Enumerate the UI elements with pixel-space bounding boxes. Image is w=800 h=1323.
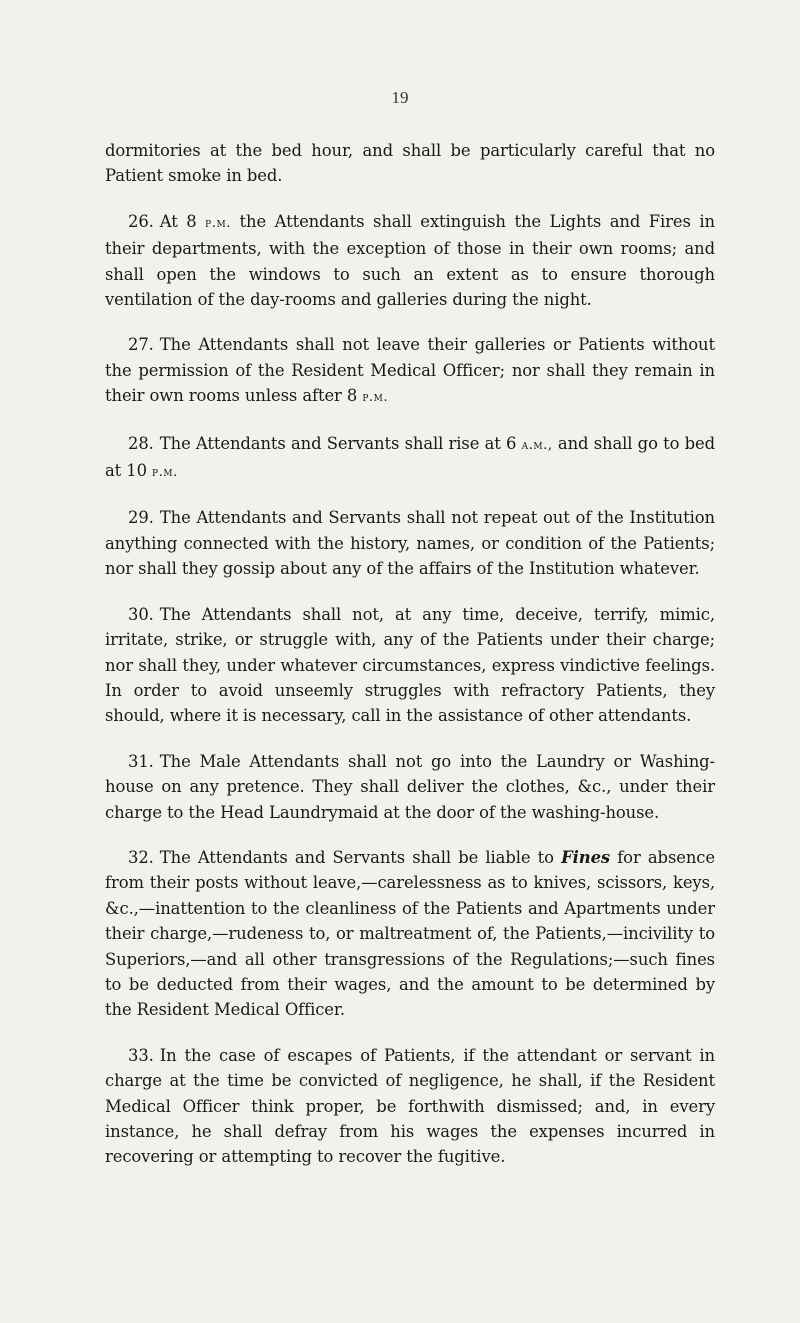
paragraph-number: 29.	[128, 508, 154, 528]
paragraph-text: for absence from their posts without leave,—carelessness as to knives, scissors, keys, &c.,—inattention to the cleanliness of the Patients and Apartments under their charge,—rudeness to, or maltreatment of, the Patients,—incivility to Superiors,—and all other transgressions of the Regulations;—such fines to be deducted from their wages, and the amount to be determined by the Resident Medical Officer.	[105, 847, 715, 1020]
page-number: 19	[391, 88, 409, 107]
paragraph-text: The Attendants and Servants shall rise at 6	[159, 433, 522, 453]
paragraph-text: The Attendants shall not leave their galleries or Patients without the permission of the Resident Medical Officer; nor shall they remain in their own rooms unless after 8	[105, 335, 715, 406]
paragraph-text: At 8	[159, 211, 206, 231]
paragraph-26	[105, 209, 715, 313]
paragraph-number: 33.	[128, 1045, 154, 1065]
paragraph-number: 32.	[128, 847, 154, 867]
paragraph-33	[105, 1043, 715, 1170]
paragraph-number: 26.	[128, 211, 154, 231]
paragraph-32	[105, 845, 715, 1023]
paragraph-text: The Attendants and Servants shall not repeat out of the Institution anything connected with the history, names, or condition of the Patients; nor shall they gossip about any of the affairs of the Institution whatever.	[105, 508, 715, 579]
paragraph-number: 28.	[128, 433, 154, 453]
time-abbrev: p.m.	[205, 215, 231, 231]
time-abbrev: p.m.	[362, 390, 389, 406]
paragraph-29	[105, 505, 715, 581]
paragraph-text: dormitories at the bed hour, and shall be particularly careful that no Patient smoke in bed.	[105, 141, 715, 186]
paragraph-27	[105, 332, 715, 410]
paragraph-text: In the case of escapes of Patients, if the attendant or servant in charge at the time be convicted of negligence, he shall, if the Resident Medical Officer think proper, be forthwith dismissed; and, in every instance, he shall defray from his wages the expenses incurred in recovering or attempting to recover the fugitive.	[105, 1045, 715, 1167]
paragraph-cont	[105, 138, 715, 189]
paragraph-text: The Attendants and Servants shall be liable to	[159, 847, 562, 867]
paragraph-text: The Attendants shall not, at any time, deceive, terrify, mimic, irritate, strike, or struggle with, any of the Patients under their charge; nor shall they, under whatever circumstances, express vindictive feelings. In order to avoid unseemly struggles with refractory Patients, they should, where it is necessary, call in the assistance of other attendants.	[105, 604, 715, 726]
paragraph-31	[105, 749, 715, 825]
paragraph-number: 31.	[128, 751, 154, 771]
time-abbrev: a.m.,	[521, 437, 553, 453]
regulations-text	[105, 138, 715, 1170]
emphasis-text: Fines	[561, 847, 611, 867]
paragraph-text: The Male Attendants shall not go into the Laundry or Washing-house on any pretence. They shall deliver the clothes, &c., under their charge to the Head Laundrymaid at the door of the washing-house.	[105, 751, 715, 822]
paragraph-text: and shall go to bed at 10	[105, 433, 715, 481]
paragraph-number: 30.	[128, 604, 154, 624]
paragraph-30	[105, 602, 715, 729]
paragraph-number: 27.	[128, 335, 154, 355]
paragraph-28	[105, 431, 715, 486]
time-abbrev: p.m.	[152, 465, 178, 481]
paragraph-text: the Attendants shall extinguish the Lights and Fires in their departments, with the exception of those in their own rooms; and shall open the windows to such an extent as to ensure thorough ventilation of the day-rooms and galleries during the night.	[105, 211, 715, 310]
